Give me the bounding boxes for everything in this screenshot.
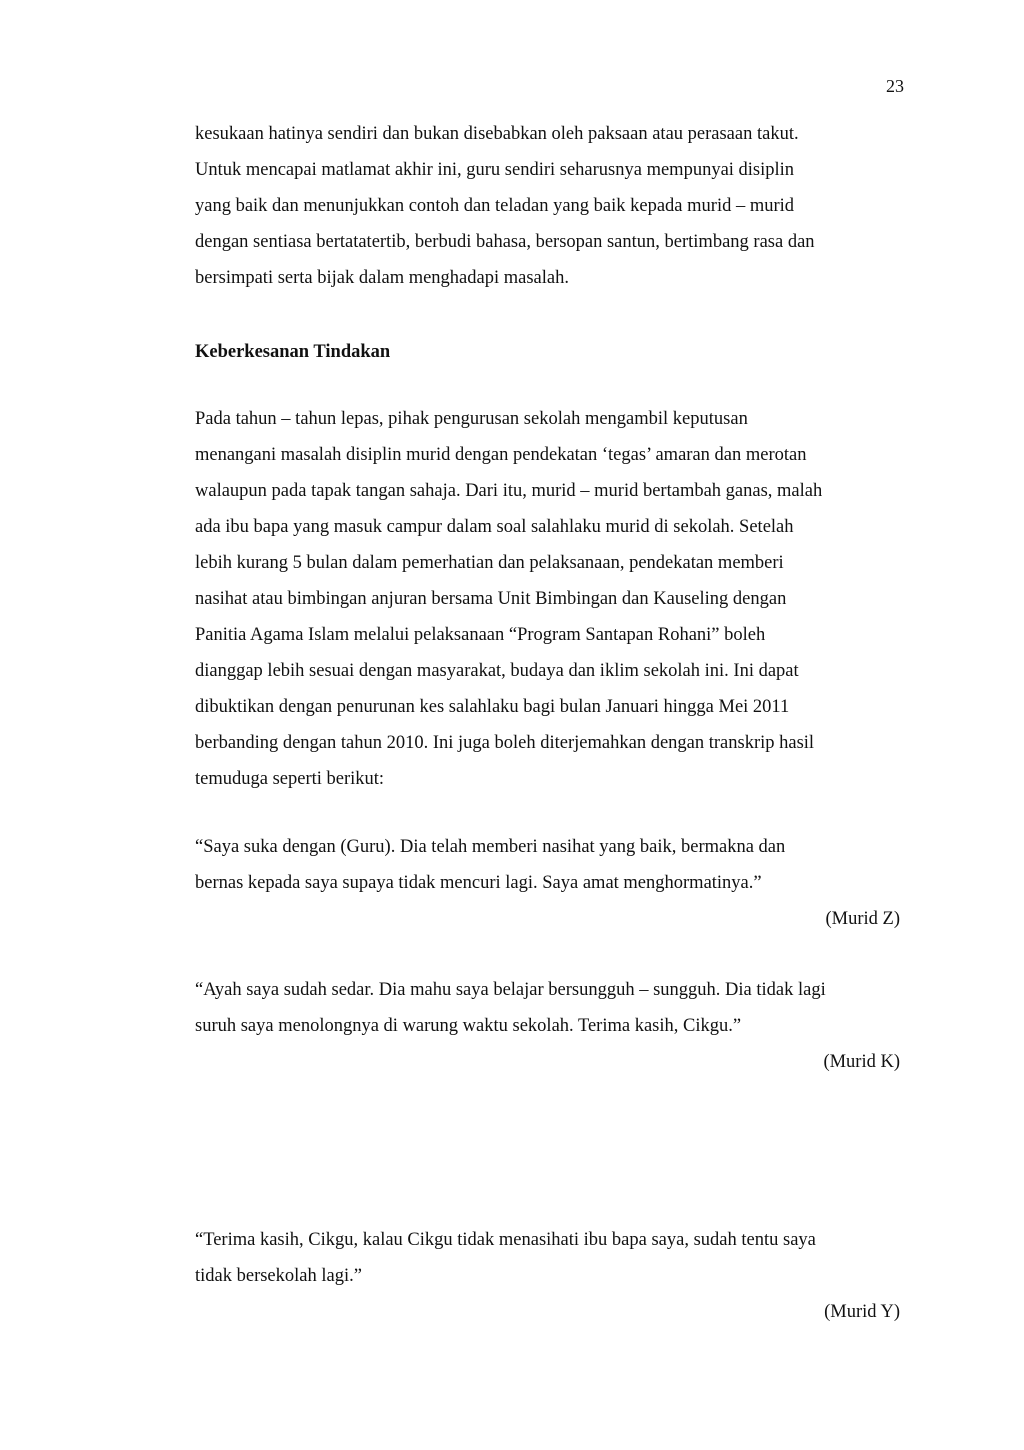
text-line: temuduga seperti berikut:	[195, 769, 385, 789]
text-line: Untuk mencapai matlamat akhir ini, guru sendiri seharusnya mempunyai disiplin	[195, 160, 795, 180]
text-line: Panitia Agama Islam melalui pelaksanaan “Program Santapan Rohani” boleh	[195, 625, 766, 645]
quote-line: “Saya suka dengan (Guru). Dia telah memberi nasihat yang baik, bermakna dan	[195, 837, 786, 857]
text-line: yang baik dan menunjukkan contoh dan teladan yang baik kepada murid – murid	[195, 196, 795, 216]
quote-attribution: (Murid Z)	[825, 909, 900, 929]
section-heading: Keberkesanan Tindakan	[195, 342, 391, 362]
intro-paragraph	[195, 116, 910, 296]
quote-murid-k	[195, 972, 910, 1044]
text-line: dianggap lebih sesuai dengan masyarakat, budaya dan iklim sekolah ini. Ini dapat	[195, 661, 799, 681]
quote-line: suruh saya menolongnya di warung waktu sekolah. Terima kasih, Cikgu.”	[195, 1016, 742, 1036]
text-line: nasihat atau bimbingan anjuran bersama Unit Bimbingan dan Kauseling dengan	[195, 589, 787, 609]
text-line: dibuktikan dengan penurunan kes salahlaku bagi bulan Januari hingga Mei 2011	[195, 697, 790, 717]
text-line: bersimpati serta bijak dalam menghadapi masalah.	[195, 268, 569, 288]
text-line: walaupun pada tapak tangan sahaja. Dari itu, murid – murid bertambah ganas, malah	[195, 481, 823, 501]
text-line: menangani masalah disiplin murid dengan pendekatan ‘tegas’ amaran dan merotan	[195, 445, 807, 465]
quote-murid-z	[195, 829, 910, 901]
quote-line: “Terima kasih, Cikgu, kalau Cikgu tidak menasihati ibu bapa saya, sudah tentu saya	[195, 1230, 816, 1250]
quote-line: bernas kepada saya supaya tidak mencuri lagi. Saya amat menghormatinya.”	[195, 873, 762, 893]
page-number: 23	[886, 76, 904, 96]
quote-attribution: (Murid Y)	[824, 1302, 900, 1322]
body-paragraph	[195, 401, 910, 797]
text-line: Pada tahun – tahun lepas, pihak pengurusan sekolah mengambil keputusan	[195, 409, 748, 429]
text-line: lebih kurang 5 bulan dalam pemerhatian dan pelaksanaan, pendekatan memberi	[195, 553, 784, 573]
quote-murid-y	[195, 1222, 910, 1294]
text-line: kesukaan hatinya sendiri dan bukan disebabkan oleh paksaan atau perasaan takut.	[195, 124, 799, 144]
quote-line: tidak bersekolah lagi.”	[195, 1266, 362, 1286]
quote-line: “Ayah saya sudah sedar. Dia mahu saya belajar bersungguh – sungguh. Dia tidak lagi	[195, 980, 826, 1000]
quote-attribution: (Murid K)	[823, 1052, 900, 1072]
text-line: ada ibu bapa yang masuk campur dalam soal salahlaku murid di sekolah. Setelah	[195, 517, 794, 537]
text-line: berbanding dengan tahun 2010. Ini juga boleh diterjemahkan dengan transkrip hasil	[195, 733, 815, 753]
text-line: dengan sentiasa bertatatertib, berbudi bahasa, bersopan santun, bertimbang rasa dan	[195, 232, 815, 252]
